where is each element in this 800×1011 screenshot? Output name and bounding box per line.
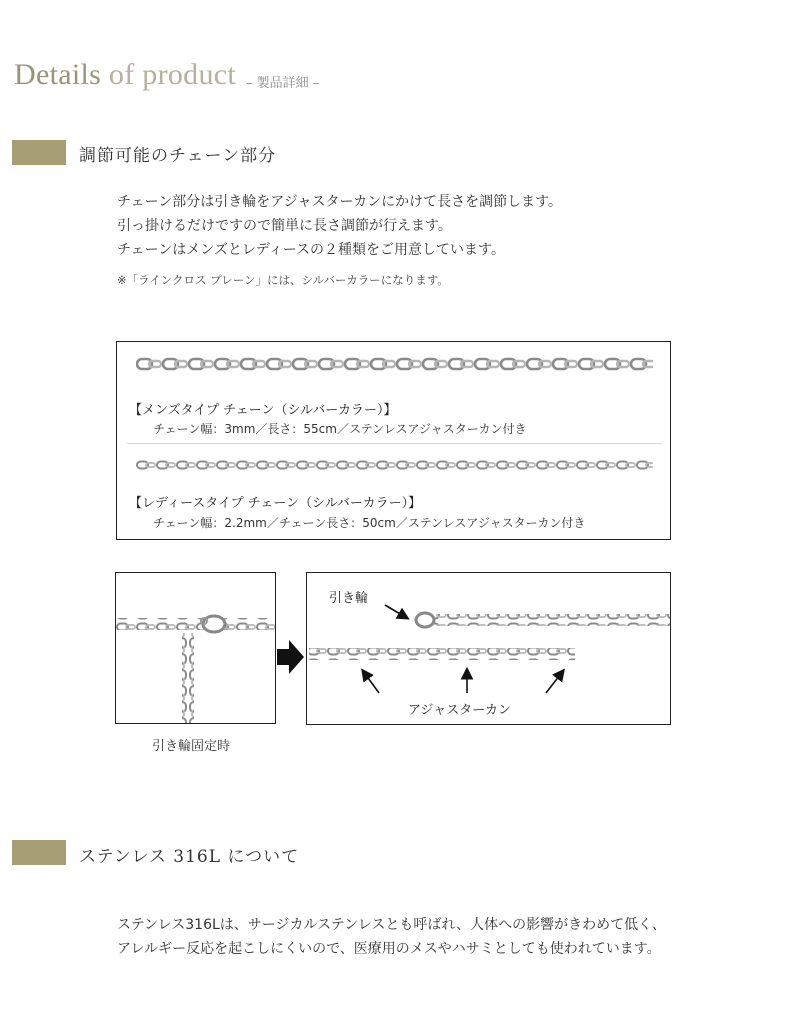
ladies-chain-spec: チェーン幅：2.2mm／チェーン長さ：50cm／ステンレスアジャスターカン付き [153, 516, 586, 530]
section1-note: ※「ラインクロス プレーン」には、シルバーカラーになります。 [117, 273, 449, 287]
mens-chain-image [136, 355, 653, 373]
paragraph-line: アレルギー反応を起こしにくいので、医療用のメスやハサミとしても使われています。 [117, 941, 661, 957]
mens-chain-label: 【メンズタイプ チェーン（シルバーカラー）】 [129, 403, 397, 418]
title-main-word: Details [14, 58, 102, 91]
paragraph-line: チェーンはメンズとレディースの２種類をご用意しています。 [117, 242, 505, 258]
ladies-chain-image [136, 459, 653, 471]
adjuster-label: アジャスターカン [408, 703, 511, 718]
right-arrow-icon [277, 640, 304, 674]
clasp-fixed-image [116, 573, 275, 723]
section1-paragraph [117, 190, 562, 262]
section-accent-bar [12, 140, 66, 165]
clasp-fixed-image-box [115, 572, 276, 724]
clasp-adjuster-box [306, 572, 671, 725]
mens-chain-spec: チェーン幅：3mm／長さ：55cm／ステンレスアジャスターカン付き [153, 422, 527, 436]
section-heading-stainless: ステンレス 316L について [79, 847, 300, 867]
paragraph-line: チェーン部分は引き輪をアジャスターカンにかけて長さを調節します。 [117, 194, 563, 210]
paragraph-line: 引っ掛けるだけですので簡単に長さ調節が行えます。 [117, 218, 452, 234]
page-title [14, 58, 236, 92]
ladies-chain-label: 【レディースタイプ チェーン（シルバーカラー）】 [129, 496, 422, 511]
section-heading-adjustable-chain: 調節可能のチェーン部分 [79, 146, 277, 166]
clasp-fixed-caption: 引き輪固定時 [152, 739, 231, 754]
chain-types-box [116, 341, 671, 540]
page-subtitle: – 製品詳細 – [246, 76, 320, 91]
section2-paragraph [117, 913, 666, 961]
title-of-product: of product [108, 58, 237, 91]
chain-divider [127, 443, 662, 444]
hikiwa-label: 引き輪 [329, 591, 369, 606]
section-accent-bar [12, 840, 66, 865]
paragraph-line: ステンレス316Lは、サージカルステンレスとも呼ばれ、人体への影響がきわめて低く、 [117, 917, 666, 933]
